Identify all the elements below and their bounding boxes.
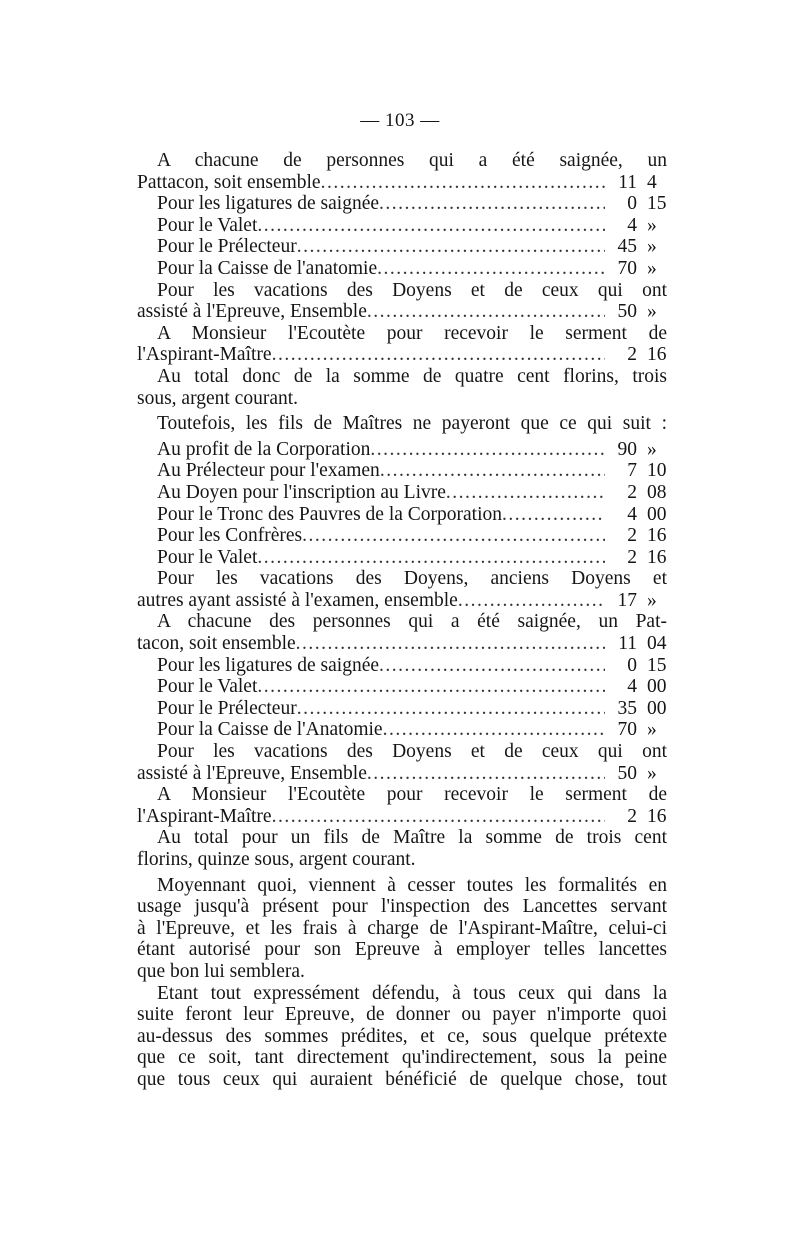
fee-row — [137, 698, 667, 720]
fee-amount — [605, 763, 667, 785]
fee-amount — [605, 439, 667, 461]
florins: 0 — [627, 193, 637, 215]
sous: 04 — [647, 633, 667, 655]
sous: 00 — [647, 697, 667, 719]
sous: 16 — [647, 344, 667, 366]
florins: 2 — [627, 525, 637, 547]
florins: 50 — [617, 301, 637, 323]
sous: » — [647, 438, 657, 460]
florins: 50 — [617, 762, 637, 784]
fee-row — [137, 460, 667, 482]
fee-label: autres ayant assisté à l'examen, ensemble — [137, 589, 458, 611]
text-line: Moyennant quoi, viennent à cesser toutes les formalités en — [157, 874, 667, 896]
sous: 08 — [647, 481, 667, 503]
florins: 2 — [627, 805, 637, 827]
fee-label: Pour le Valet — [157, 676, 258, 698]
fee-amount — [605, 482, 667, 504]
leader-dots — [370, 439, 605, 461]
florins: 17 — [617, 589, 637, 611]
text-line: A chacune de personnes qui a été saignée, un — [157, 150, 667, 171]
fee-label: Pour le Prélecteur — [157, 697, 297, 719]
text-line: Pour les vacations des Doyens, anciens Doyens et — [157, 568, 667, 590]
text-line: étant autorisé pour son Epreuve à employer telles lancettes — [137, 939, 667, 961]
text-line: Au total pour un fils de Maître la somme de trois cent — [157, 827, 667, 849]
fee-row — [137, 633, 667, 655]
florins: 70 — [617, 257, 637, 279]
fee-label: Pour le Valet — [157, 546, 258, 568]
text-line: Etant tout expressément défendu, à tous ceux qui dans la — [157, 982, 667, 1004]
fee-row — [137, 172, 667, 194]
florins: 90 — [617, 438, 637, 460]
fee-label: l'Aspirant-Maître — [137, 805, 272, 827]
fee-amount — [605, 172, 667, 194]
fee-label: Pour le Tronc des Pauvres de la Corporation — [157, 503, 503, 525]
fee-row — [137, 504, 667, 526]
sous: » — [647, 301, 657, 323]
fee-label: Pour les Confrères — [157, 525, 303, 547]
fee-amount — [605, 344, 667, 366]
fee-amount — [605, 676, 667, 698]
florins: 70 — [617, 719, 637, 741]
fee-row — [137, 193, 667, 215]
leader-dots — [302, 525, 605, 547]
sous: 00 — [647, 676, 667, 698]
page-number: — 103 — — [360, 110, 440, 131]
fee-label: Pour la Caisse de l'Anatomie — [157, 719, 383, 741]
fee-amount — [605, 504, 667, 526]
fee-label: l'Aspirant-Maître — [137, 344, 272, 366]
leader-dots — [379, 193, 605, 215]
florins: 11 — [618, 633, 637, 655]
page-text — [137, 150, 667, 1091]
text-line: A Monsieur l'Ecoutète pour recevoir le serment de — [157, 322, 667, 344]
fee-row — [137, 763, 667, 785]
sous: 00 — [647, 503, 667, 525]
florins: 2 — [627, 546, 637, 568]
leader-dots — [458, 590, 605, 612]
leader-dots — [296, 633, 605, 655]
fee-row — [137, 439, 667, 461]
florins: 2 — [627, 481, 637, 503]
fee-row — [137, 482, 667, 504]
text-line: Toutefois, les fils de Maîtres ne payeront que ce qui suit : — [157, 413, 667, 435]
florins: 11 — [618, 171, 637, 193]
text-line: suite feront leur Epreuve, de donner ou payer n'importe quoi — [137, 1004, 667, 1026]
fee-label: Au profit de la Corporation — [157, 438, 371, 460]
leader-dots — [272, 806, 605, 828]
sous: 16 — [647, 525, 667, 547]
leader-dots — [502, 504, 605, 526]
fee-amount — [605, 590, 667, 612]
sous: » — [647, 762, 657, 784]
fee-amount — [605, 301, 667, 323]
fee-amount — [605, 460, 667, 482]
fee-amount — [605, 258, 667, 280]
fee-amount — [605, 193, 667, 215]
text-line: Pour les vacations des Doyens et de ceux qui ont — [157, 741, 667, 763]
fee-amount — [605, 719, 667, 741]
leader-dots — [383, 719, 605, 741]
fee-label: Pour le Valet — [157, 214, 258, 236]
fee-row — [137, 258, 667, 280]
sous: 16 — [647, 546, 667, 568]
fee-label: Pour le Prélecteur — [157, 236, 297, 258]
fee-label: Pour les ligatures de saignée — [157, 654, 380, 676]
sous: 4 — [647, 171, 657, 193]
text-line: au-dessus des sommes prédites, et ce, sous quelque prétexte — [137, 1025, 667, 1047]
fee-amount — [605, 547, 667, 569]
text-line: A chacune des personnes qui a été saignée, un Pat- — [157, 611, 667, 633]
sous: » — [647, 719, 657, 741]
text-line: que ce soit, tant directement qu'indirectement, sous la peine — [137, 1047, 667, 1069]
florins: 4 — [627, 214, 637, 236]
florins: 4 — [627, 503, 637, 525]
leader-dots — [380, 460, 605, 482]
fee-amount — [605, 525, 667, 547]
florins: 7 — [627, 460, 637, 482]
leader-dots — [257, 215, 605, 237]
fee-amount — [605, 806, 667, 828]
leader-dots — [367, 763, 605, 785]
fee-amount — [605, 655, 667, 677]
fee-label: Pattacon, soit ensemble — [137, 171, 321, 193]
fee-row — [137, 655, 667, 677]
sous: » — [647, 214, 657, 236]
leader-dots — [257, 547, 605, 569]
fee-amount — [605, 236, 667, 258]
fee-amount — [605, 698, 667, 720]
florins: 4 — [627, 676, 637, 698]
leader-dots — [321, 172, 605, 194]
text-line: Au total donc de la somme de quatre cent florins, trois — [157, 365, 667, 387]
fee-row — [137, 236, 667, 258]
leader-dots — [297, 698, 605, 720]
fee-label: Au Doyen pour l'inscription au Livre — [157, 481, 446, 503]
leader-dots — [297, 236, 605, 258]
fee-label: Pour la Caisse de l'anatomie — [157, 257, 378, 279]
sous: » — [647, 257, 657, 279]
sous: » — [647, 236, 657, 258]
florins: 0 — [627, 654, 637, 676]
fee-label: tacon, soit ensemble — [137, 633, 296, 655]
fee-row — [137, 344, 667, 366]
text-line: que tous ceux qui auraient bénéficié de quelque chose, tout — [137, 1068, 667, 1090]
fee-label: assisté à l'Epreuve, Ensemble — [137, 762, 367, 784]
leader-dots — [272, 344, 605, 366]
text-line: Pour les vacations des Doyens et de ceux qui ont — [157, 279, 667, 301]
fee-row — [137, 301, 667, 323]
fee-row — [137, 215, 667, 237]
leader-dots — [257, 676, 605, 698]
fee-row — [137, 547, 667, 569]
text-line: que bon lui semblera. — [137, 960, 305, 982]
text-line: A Monsieur l'Ecoutète pour recevoir le serment de — [157, 784, 667, 806]
text-line: usage jusqu'à présent pour l'inspection des Lancettes servant — [137, 896, 667, 918]
fee-label: assisté à l'Epreuve, Ensemble — [137, 301, 367, 323]
fee-amount — [605, 633, 667, 655]
text-line: florins, quinze sous, argent courant. — [137, 849, 416, 870]
fee-row — [137, 590, 667, 612]
fee-row — [137, 525, 667, 547]
fee-row — [137, 676, 667, 698]
florins: 35 — [617, 697, 637, 719]
fee-label: Au Prélecteur pour l'examen — [157, 460, 380, 482]
sous: 15 — [647, 193, 667, 215]
fee-amount — [605, 215, 667, 237]
text-line: sous, argent courant. — [137, 387, 299, 409]
florins: 45 — [617, 236, 637, 258]
sous: 10 — [647, 460, 667, 482]
fee-row — [137, 806, 667, 828]
sous: 16 — [647, 805, 667, 827]
fee-row — [137, 719, 667, 741]
leader-dots — [446, 482, 605, 504]
sous: 15 — [647, 654, 667, 676]
florins: 2 — [627, 344, 637, 366]
fee-label: Pour les ligatures de saignée — [157, 193, 380, 215]
leader-dots — [367, 301, 605, 323]
text-line: à l'Epreuve, et les frais à charge de l'Aspirant-Maître, celui-ci — [137, 917, 667, 939]
leader-dots — [377, 258, 605, 280]
leader-dots — [379, 655, 605, 677]
sous: » — [647, 589, 657, 611]
